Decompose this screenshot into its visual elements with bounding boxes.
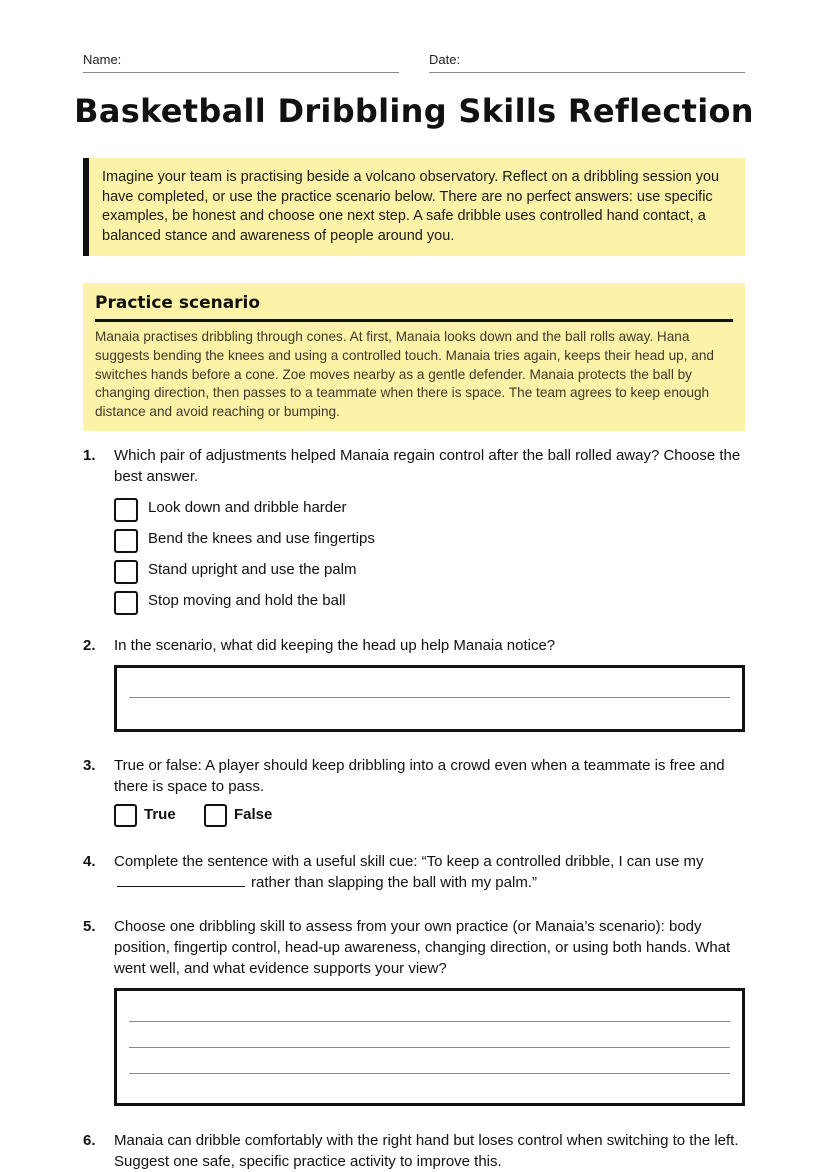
- scenario-text: Manaia practises dribbling through cones. At first, Manaia looks down and the ball rolls away. Hana suggests bending the knees and using a controlled touch. Manaia tries again, keeps their head up, and switches hands before a cone. Zoe moves nearby as a gentle defender. Manaia protects the ball by changing direction, then passes to a teammate when there is space. The team agrees to keep enough distance and avoid reaching or bumping.: [95, 329, 714, 420]
- question-text: [114, 851, 745, 893]
- question-number: 1.: [83, 447, 96, 464]
- question-number: 2.: [83, 637, 96, 654]
- name-label: Name:: [83, 52, 122, 67]
- intro-callout: Imagine your team is practising beside a volcano observatory. Reflect on a dribbling session you have completed, or use the practice scenario below. There are no perfect answers: use specific examples, be honest and choose one next step. A safe dribble uses controlled hand contact, a balanced stance and awareness of people around you.: [83, 158, 745, 256]
- option-label: Stand upright and use the palm: [148, 561, 357, 578]
- question-number: 3.: [83, 757, 96, 774]
- checkbox[interactable]: [114, 498, 138, 522]
- question-2: [83, 635, 745, 656]
- option-label: False: [234, 806, 273, 823]
- question-6: [83, 1130, 745, 1172]
- sentence-end: rather than slapping the ball with my palm.”: [251, 874, 537, 891]
- option-label: Look down and dribble harder: [148, 499, 347, 516]
- answer-box-5[interactable]: [114, 988, 745, 1106]
- answer-line: [129, 1073, 730, 1074]
- question-text: Which pair of adjustments helped Manaia regain control after the ball rolled away? Choose the best answer.: [114, 447, 741, 485]
- question-number: 6.: [83, 1132, 96, 1149]
- question-4: [83, 851, 745, 893]
- option-3[interactable]: [114, 560, 514, 586]
- question-text: In the scenario, what did keeping the head up help Manaia notice?: [114, 637, 556, 654]
- scenario-box: [83, 283, 745, 431]
- true-false-options: [114, 804, 414, 830]
- fill-in-blank[interactable]: [117, 872, 245, 887]
- answer-line: [129, 697, 730, 698]
- checkbox[interactable]: [114, 804, 137, 827]
- sentence-start: Complete the sentence with a useful skill cue: “To keep a controlled dribble, I can use my: [114, 853, 704, 870]
- question-1: [83, 445, 745, 487]
- date-label: Date:: [429, 52, 461, 67]
- option-label: Bend the knees and use fingertips: [148, 530, 375, 547]
- header-fields: [83, 50, 745, 74]
- option-4[interactable]: [114, 591, 514, 617]
- page-title: Basketball Dribbling Skills Reflection: [74, 92, 754, 130]
- date-field[interactable]: [429, 50, 745, 73]
- question-text: True or false: A player should keep dribbling into a crowd even when a teammate is free and there is space to pass.: [114, 757, 725, 795]
- question-text: Manaia can dribble comfortably with the right hand but loses control when switching to the left. Suggest one safe, specific practice activity to improve this.: [114, 1132, 739, 1170]
- question-5: [83, 916, 745, 979]
- scenario-title: Practice scenario: [95, 293, 733, 322]
- question-3: [83, 755, 745, 797]
- checkbox[interactable]: [204, 804, 227, 827]
- option-1[interactable]: [114, 498, 514, 524]
- option-label: Stop moving and hold the ball: [148, 592, 346, 609]
- name-field[interactable]: [83, 50, 399, 73]
- checkbox[interactable]: [114, 591, 138, 615]
- checkbox[interactable]: [114, 560, 138, 584]
- checkbox[interactable]: [114, 529, 138, 553]
- question-number: 5.: [83, 918, 96, 935]
- answer-line: [129, 1047, 730, 1048]
- option-2[interactable]: [114, 529, 514, 555]
- answer-box-2[interactable]: [114, 665, 745, 732]
- answer-line: [129, 1021, 730, 1022]
- option-label: True: [144, 806, 176, 823]
- question-text: Choose one dribbling skill to assess from your own practice (or Manaia’s scenario): body position, fingertip control, head-up awareness, changing direction, or using both hands. What went well, and what evidence supports your view?: [114, 918, 731, 977]
- question-number: 4.: [83, 853, 96, 870]
